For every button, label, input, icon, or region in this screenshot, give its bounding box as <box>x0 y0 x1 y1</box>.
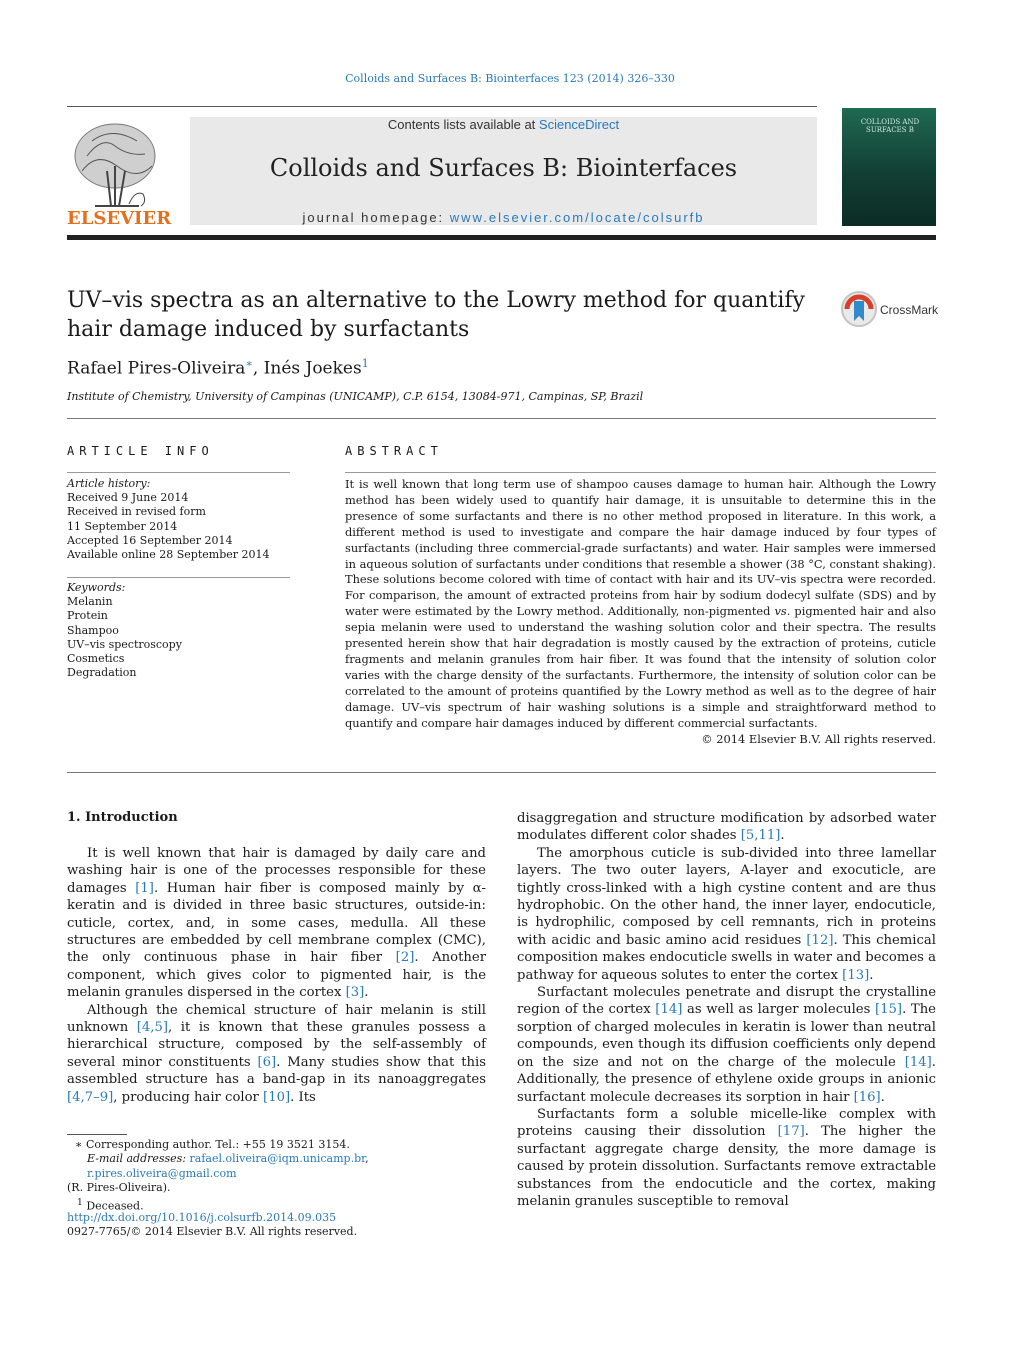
keyword: Melanin <box>67 595 113 609</box>
title-divider <box>67 418 936 419</box>
citation-link[interactable]: [17] <box>777 1124 805 1140</box>
keyword: Degradation <box>67 666 137 680</box>
abstract-part: It is well known that long term use of shampoo causes damage to human hair. Although the Lowry method has been widely used to quantify hair damage, it is unsuitable to determine this in the presence of some surfactants and there is no other method proposed in literature. In this work, a different method is used to investigate and compare the hair damage induced by four types of surfactants (including three commercial-grade surfactants) and water. Hair samples were immersed in aqueous solution of surfactants under conditions that resemble a shower (38 °C, constant shaking). These solutions become colored with time of contact with hair and its UV–vis spectra were recorded. For comparison, the amount of extracted proteins from hair by sodium dodecyl sulfate (SDS) and by water were estimated by the Lowry method. Additionally, non-pigmented <box>345 477 936 619</box>
cover-title: COLLOIDS AND SURFACES B <box>860 118 920 134</box>
abstract-part: pigmented hair and also sepia melanin were used to understand the washing solution color and their spectra. The results presented herein show that hair degradation is mostly caused by the extraction of proteins, cuticle fragments and melanin granules from hair fiber. It was found that the intensity of solution color varies with the charge density of the surfactants. Furthermore, the intensity of solution color can be correlated to the amount of proteins quantified by the Lowry method as well as to the degree of hair damage. UV–vis spectrum of hair washing solutions is a simple and straightforward method to quantify and compare hair damages induced by different commercial surfactants. <box>345 604 936 730</box>
citation-link[interactable]: [4,7–9] <box>67 1089 114 1105</box>
paragraph: It is well known that hair is damaged by daily care and washing hair is one of the processes responsible for these damages [1]. Human hair fiber is composed mainly by α-keratin and is divided in three basic structures, outside-in: cuticle, cortex, and, in some cases, medulla. All these structures are embedded by cell membrane complex (CMC), the only continuous phase in hair fiber [2]. Another component, which gives color to pigmented hair, is the melanin granules dispersed in the cortex [3]. <box>67 846 486 1001</box>
paragraph: Surfactants form a soluble micelle-like complex with proteins causing their dissolution [17]. The higher the surfactant aggregate charge density, the more damage is caused by protein dissolution. Surfactants remove extractable substances from the endocuticle and the cortex, making melanin granules susceptible to removal <box>517 1106 936 1209</box>
abstract-bottom-divider <box>67 772 936 773</box>
keyword: Cosmetics <box>67 652 125 666</box>
section-heading: 1. Introduction <box>67 810 178 825</box>
keyword: Protein <box>67 609 108 623</box>
citation-link[interactable]: [14] <box>904 1054 932 1070</box>
paragraph: The amorphous cuticle is sub-divided into three lamellar layers. The two outer layers, A-layer and exocuticle, are tightly cross-linked with a high cystine content and are thus hydrophobic. On the other hand, the inner layer, endocuticle, is hydrophilic, composed by cell remnants, rich in proteins with acidic and basic amino acid residues [12]. This chemical composition makes endocuticle swells in water and becomes a pathway for aqueous solutes to enter the cortex [13]. <box>517 845 936 983</box>
crossmark-icon <box>840 290 880 330</box>
affiliation: Institute of Chemistry, University of Campinas (UNICAMP), C.P. 6154, 13084-971, Campinas, SP, Brazil <box>67 390 644 403</box>
history-item: Accepted 16 September 2014 <box>67 533 233 547</box>
author-name[interactable]: Inés Joekes <box>263 358 362 379</box>
email-link[interactable]: r.pires.oliveira@gmail.com <box>87 1166 237 1180</box>
issn-line: 0927-7765/© 2014 Elsevier B.V. All rights reserved. <box>67 1225 358 1239</box>
citation-link[interactable]: [16] <box>853 1089 881 1105</box>
footnote-email-owner: (R. Pires-Oliveira). <box>67 1181 171 1195</box>
history-item: 11 September 2014 <box>67 519 178 533</box>
elsevier-wordmark: ELSEVIER <box>67 208 172 229</box>
footnote-emails: E-mail addresses: rafael.oliveira@iqm.unicamp.br, r.pires.oliveira@gmail.com <box>87 1152 369 1180</box>
contents-line <box>190 117 817 132</box>
citation-link[interactable]: [6] <box>257 1054 277 1070</box>
citation-link[interactable]: [13] <box>842 967 870 983</box>
history-label: Article history: <box>67 477 151 490</box>
history-item: Received in revised form <box>67 505 206 519</box>
citation-link[interactable]: [1] <box>135 880 154 896</box>
keyword: Shampoo <box>67 623 119 637</box>
journal-homepage <box>190 210 817 225</box>
homepage-prefix: journal homepage: <box>302 210 450 225</box>
contents-prefix: Contents lists available at <box>387 117 539 132</box>
corresponding-mark[interactable]: ∗ <box>245 357 253 370</box>
crossmark-label: CrossMark <box>880 303 939 317</box>
keywords-divider <box>67 577 290 578</box>
citation-link[interactable]: [15] <box>875 1002 903 1018</box>
body-column-right <box>517 810 936 1210</box>
footnotes <box>67 1138 507 1214</box>
email-link[interactable]: rafael.oliveira@iqm.unicamp.br <box>189 1152 366 1166</box>
citation-link[interactable]: [5,11] <box>740 828 781 844</box>
citation-link[interactable]: [10] <box>263 1089 291 1105</box>
doi-link[interactable]: http://dx.doi.org/10.1016/j.colsurfb.2014.09.035 <box>67 1211 337 1224</box>
body-column-left <box>67 845 486 1106</box>
keywords <box>67 581 182 680</box>
header-thick-divider <box>67 235 936 240</box>
citation-link[interactable]: [4,5] <box>136 1020 169 1036</box>
paragraph: Surfactant molecules penetrate and disrupt the crystalline region of the cortex [14] as well as larger molecules [15]. The sorption of charged molecules in keratin is lower than neutral compounds, even though its diffusion coefficients only depend on the size and not on the charge of the molecule [14]. Additionally, the presence of ethylene oxide groups in anionic surfactant molecule decreases its sorption in hair [16]. <box>517 985 936 1105</box>
abstract-copyright: © 2014 Elsevier B.V. All rights reserved. <box>701 732 936 746</box>
citation-link[interactable]: [2] <box>395 950 415 966</box>
history-item: Received 9 June 2014 <box>67 491 189 505</box>
footnote-mark[interactable]: 1 <box>361 357 369 370</box>
crossmark-badge[interactable] <box>840 290 940 330</box>
abstract-text <box>345 477 936 732</box>
history-item: Available online 28 September 2014 <box>67 548 270 562</box>
citation-link[interactable]: [12] <box>806 932 834 948</box>
citation-link[interactable]: [14] <box>655 1002 683 1018</box>
abstract-divider <box>345 472 936 473</box>
paragraph: disaggregation and structure modification by adsorbed water modulates different color shades [5,11]. <box>517 811 936 844</box>
header-divider <box>67 106 817 107</box>
article-history <box>67 477 270 562</box>
journal-reference[interactable]: Colloids and Surfaces B: Biointerfaces 123 (2014) 326–330 <box>345 72 675 85</box>
journal-title: Colloids and Surfaces B: Biointerfaces <box>269 154 738 182</box>
citation-link[interactable]: [3] <box>345 985 365 1001</box>
paragraph: Although the chemical structure of hair melanin is still unknown [4,5], it is known that these granules possess a hierarchical structure, composed by the self-assembly of several minor constituents [6]. Many studies show that this assembled structure has a band-gap in its nanoaggregates [4,7–9], producing hair color [10]. Its <box>67 1002 486 1105</box>
homepage-link[interactable]: www.elsevier.com/locate/colsurfb <box>449 210 705 225</box>
keywords-label: Keywords: <box>67 581 126 594</box>
author-separator: , <box>252 358 264 379</box>
article-info-heading: ARTICLE INFO <box>67 444 214 458</box>
abstract-italic: vs. <box>774 604 791 619</box>
footnote-deceased: $^1$ Deceased. <box>77 1196 144 1213</box>
article-title: UV–vis spectra as an alternative to the Lowry method for quantify hair damage induced by surfactants <box>67 288 805 342</box>
doi-block <box>67 1211 357 1240</box>
sciencedirect-link[interactable]: ScienceDirect <box>538 117 620 132</box>
article-info-divider <box>67 472 290 473</box>
keyword: UV–vis spectroscopy <box>67 637 182 651</box>
footnote-divider <box>67 1134 127 1135</box>
footnote-corresponding: ∗ Corresponding author. Tel.: +55 19 3521 3154. <box>75 1138 350 1151</box>
author-list <box>67 357 369 379</box>
author-name[interactable]: Rafael Pires-Oliveira <box>67 358 246 379</box>
abstract-heading: ABSTRACT <box>345 444 443 458</box>
